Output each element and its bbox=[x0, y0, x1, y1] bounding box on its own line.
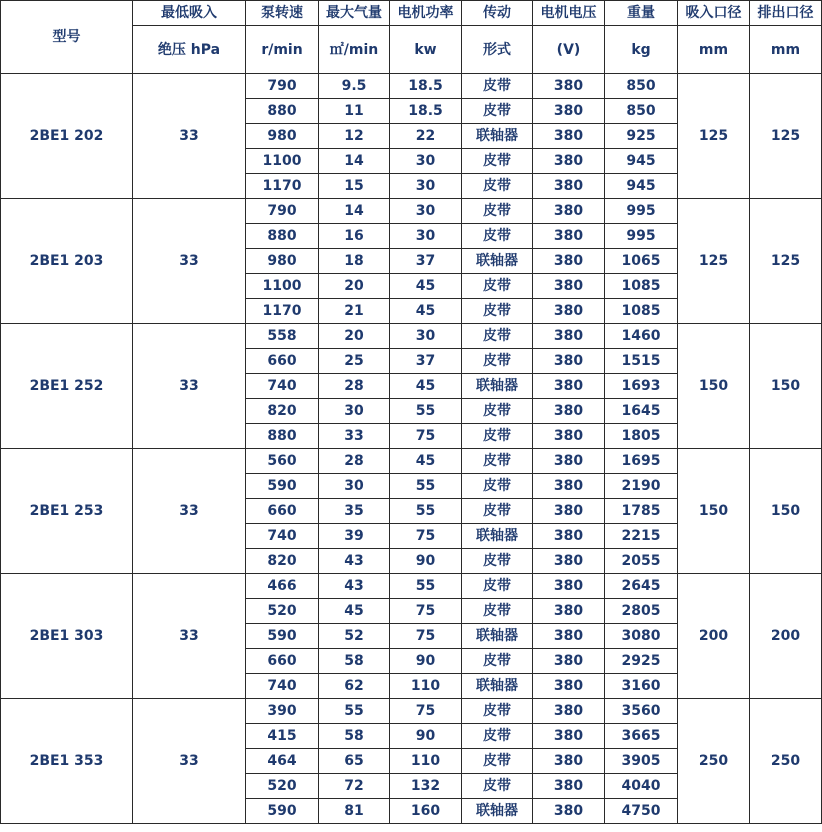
voltage-cell: 380 bbox=[533, 399, 605, 424]
table-row bbox=[1, 699, 822, 724]
table-row bbox=[1, 74, 822, 99]
voltage-cell: 380 bbox=[533, 549, 605, 574]
header-weight-top: 重量 bbox=[605, 1, 678, 26]
drive-cell: 皮带 bbox=[462, 99, 533, 124]
power-cell: 75 bbox=[390, 424, 462, 449]
weight-cell: 1085 bbox=[605, 299, 678, 324]
weight-cell: 4040 bbox=[605, 774, 678, 799]
speed-cell: 660 bbox=[246, 499, 319, 524]
drive-cell: 联轴器 bbox=[462, 799, 533, 824]
power-cell: 45 bbox=[390, 274, 462, 299]
inlet-cell: 125 bbox=[678, 74, 750, 199]
weight-cell: 1695 bbox=[605, 449, 678, 474]
voltage-cell: 380 bbox=[533, 749, 605, 774]
header-speed-unit: r/min bbox=[246, 26, 319, 74]
weight-cell: 2925 bbox=[605, 649, 678, 674]
drive-cell: 联轴器 bbox=[462, 249, 533, 274]
voltage-cell: 380 bbox=[533, 74, 605, 99]
weight-cell: 945 bbox=[605, 174, 678, 199]
airflow-cell: 14 bbox=[319, 199, 390, 224]
table-row bbox=[1, 449, 822, 474]
weight-cell: 4750 bbox=[605, 799, 678, 824]
weight-cell: 1785 bbox=[605, 499, 678, 524]
min-suction-cell: 33 bbox=[133, 74, 246, 199]
weight-cell: 2805 bbox=[605, 599, 678, 624]
weight-cell: 995 bbox=[605, 224, 678, 249]
power-cell: 55 bbox=[390, 474, 462, 499]
weight-cell: 850 bbox=[605, 74, 678, 99]
model-cell: 2BE1 253 bbox=[1, 449, 133, 574]
header-min-suction-unit: 绝压 hPa bbox=[133, 26, 246, 74]
speed-cell: 880 bbox=[246, 424, 319, 449]
airflow-cell: 11 bbox=[319, 99, 390, 124]
airflow-cell: 18 bbox=[319, 249, 390, 274]
airflow-cell: 43 bbox=[319, 574, 390, 599]
outlet-cell: 250 bbox=[750, 699, 822, 824]
drive-cell: 皮带 bbox=[462, 774, 533, 799]
header-row-top bbox=[1, 1, 822, 26]
airflow-cell: 62 bbox=[319, 674, 390, 699]
power-cell: 18.5 bbox=[390, 99, 462, 124]
voltage-cell: 380 bbox=[533, 599, 605, 624]
model-cell: 2BE1 252 bbox=[1, 324, 133, 449]
airflow-cell: 28 bbox=[319, 449, 390, 474]
speed-cell: 740 bbox=[246, 674, 319, 699]
voltage-cell: 380 bbox=[533, 774, 605, 799]
table-row bbox=[1, 199, 822, 224]
speed-cell: 558 bbox=[246, 324, 319, 349]
weight-cell: 2055 bbox=[605, 549, 678, 574]
drive-cell: 皮带 bbox=[462, 274, 533, 299]
voltage-cell: 380 bbox=[533, 474, 605, 499]
drive-cell: 皮带 bbox=[462, 749, 533, 774]
drive-cell: 皮带 bbox=[462, 324, 533, 349]
airflow-cell: 15 bbox=[319, 174, 390, 199]
speed-cell: 466 bbox=[246, 574, 319, 599]
airflow-cell: 72 bbox=[319, 774, 390, 799]
header-weight-unit: kg bbox=[605, 26, 678, 74]
voltage-cell: 380 bbox=[533, 624, 605, 649]
power-cell: 55 bbox=[390, 399, 462, 424]
airflow-cell: 39 bbox=[319, 524, 390, 549]
voltage-cell: 380 bbox=[533, 124, 605, 149]
power-cell: 75 bbox=[390, 524, 462, 549]
outlet-cell: 125 bbox=[750, 74, 822, 199]
drive-cell: 皮带 bbox=[462, 149, 533, 174]
airflow-cell: 30 bbox=[319, 474, 390, 499]
weight-cell: 995 bbox=[605, 199, 678, 224]
speed-cell: 660 bbox=[246, 349, 319, 374]
speed-cell: 790 bbox=[246, 74, 319, 99]
airflow-cell: 12 bbox=[319, 124, 390, 149]
drive-cell: 皮带 bbox=[462, 74, 533, 99]
speed-cell: 740 bbox=[246, 524, 319, 549]
drive-cell: 皮带 bbox=[462, 349, 533, 374]
weight-cell: 925 bbox=[605, 124, 678, 149]
header-airflow-unit: ㎡/min bbox=[319, 26, 390, 74]
airflow-cell: 43 bbox=[319, 549, 390, 574]
power-cell: 45 bbox=[390, 374, 462, 399]
speed-cell: 1100 bbox=[246, 149, 319, 174]
airflow-cell: 35 bbox=[319, 499, 390, 524]
speed-cell: 790 bbox=[246, 199, 319, 224]
weight-cell: 945 bbox=[605, 149, 678, 174]
speed-cell: 390 bbox=[246, 699, 319, 724]
table-row bbox=[1, 324, 822, 349]
header-speed-top: 泵转速 bbox=[246, 1, 319, 26]
speed-cell: 820 bbox=[246, 399, 319, 424]
drive-cell: 皮带 bbox=[462, 574, 533, 599]
model-cell: 2BE1 303 bbox=[1, 574, 133, 699]
power-cell: 110 bbox=[390, 674, 462, 699]
voltage-cell: 380 bbox=[533, 499, 605, 524]
drive-cell: 皮带 bbox=[462, 424, 533, 449]
weight-cell: 2190 bbox=[605, 474, 678, 499]
airflow-cell: 25 bbox=[319, 349, 390, 374]
header-model: 型号 bbox=[1, 1, 133, 74]
voltage-cell: 380 bbox=[533, 724, 605, 749]
voltage-cell: 380 bbox=[533, 524, 605, 549]
voltage-cell: 380 bbox=[533, 149, 605, 174]
drive-cell: 皮带 bbox=[462, 649, 533, 674]
header-drive-unit: 形式 bbox=[462, 26, 533, 74]
drive-cell: 皮带 bbox=[462, 474, 533, 499]
airflow-cell: 65 bbox=[319, 749, 390, 774]
airflow-cell: 21 bbox=[319, 299, 390, 324]
voltage-cell: 380 bbox=[533, 699, 605, 724]
speed-cell: 880 bbox=[246, 99, 319, 124]
power-cell: 90 bbox=[390, 649, 462, 674]
outlet-cell: 125 bbox=[750, 199, 822, 324]
power-cell: 37 bbox=[390, 249, 462, 274]
weight-cell: 1460 bbox=[605, 324, 678, 349]
header-drive-top: 传动 bbox=[462, 1, 533, 26]
speed-cell: 590 bbox=[246, 624, 319, 649]
airflow-cell: 28 bbox=[319, 374, 390, 399]
inlet-cell: 250 bbox=[678, 699, 750, 824]
model-cell: 2BE1 203 bbox=[1, 199, 133, 324]
airflow-cell: 14 bbox=[319, 149, 390, 174]
inlet-cell: 150 bbox=[678, 449, 750, 574]
airflow-cell: 52 bbox=[319, 624, 390, 649]
weight-cell: 3665 bbox=[605, 724, 678, 749]
power-cell: 30 bbox=[390, 199, 462, 224]
table-row bbox=[1, 574, 822, 599]
drive-cell: 皮带 bbox=[462, 724, 533, 749]
weight-cell: 1065 bbox=[605, 249, 678, 274]
speed-cell: 520 bbox=[246, 774, 319, 799]
power-cell: 45 bbox=[390, 299, 462, 324]
speed-cell: 980 bbox=[246, 124, 319, 149]
drive-cell: 皮带 bbox=[462, 199, 533, 224]
power-cell: 30 bbox=[390, 149, 462, 174]
inlet-cell: 125 bbox=[678, 199, 750, 324]
power-cell: 75 bbox=[390, 699, 462, 724]
drive-cell: 联轴器 bbox=[462, 524, 533, 549]
airflow-cell: 81 bbox=[319, 799, 390, 824]
drive-cell: 皮带 bbox=[462, 174, 533, 199]
airflow-cell: 20 bbox=[319, 324, 390, 349]
speed-cell: 520 bbox=[246, 599, 319, 624]
weight-cell: 3080 bbox=[605, 624, 678, 649]
min-suction-cell: 33 bbox=[133, 699, 246, 824]
weight-cell: 2645 bbox=[605, 574, 678, 599]
voltage-cell: 380 bbox=[533, 224, 605, 249]
voltage-cell: 380 bbox=[533, 299, 605, 324]
power-cell: 37 bbox=[390, 349, 462, 374]
speed-cell: 1100 bbox=[246, 274, 319, 299]
voltage-cell: 380 bbox=[533, 99, 605, 124]
outlet-cell: 150 bbox=[750, 449, 822, 574]
voltage-cell: 380 bbox=[533, 249, 605, 274]
speed-cell: 1170 bbox=[246, 299, 319, 324]
drive-cell: 皮带 bbox=[462, 399, 533, 424]
drive-cell: 联轴器 bbox=[462, 624, 533, 649]
speed-cell: 740 bbox=[246, 374, 319, 399]
airflow-cell: 16 bbox=[319, 224, 390, 249]
speed-cell: 590 bbox=[246, 799, 319, 824]
header-outlet-top: 排出口径 bbox=[750, 1, 822, 26]
drive-cell: 皮带 bbox=[462, 299, 533, 324]
model-cell: 2BE1 202 bbox=[1, 74, 133, 199]
power-cell: 30 bbox=[390, 324, 462, 349]
weight-cell: 1805 bbox=[605, 424, 678, 449]
min-suction-cell: 33 bbox=[133, 324, 246, 449]
airflow-cell: 55 bbox=[319, 699, 390, 724]
voltage-cell: 380 bbox=[533, 174, 605, 199]
header-inlet-unit: mm bbox=[678, 26, 750, 74]
power-cell: 110 bbox=[390, 749, 462, 774]
airflow-cell: 33 bbox=[319, 424, 390, 449]
drive-cell: 联轴器 bbox=[462, 674, 533, 699]
speed-cell: 980 bbox=[246, 249, 319, 274]
drive-cell: 皮带 bbox=[462, 599, 533, 624]
drive-cell: 联轴器 bbox=[462, 374, 533, 399]
drive-cell: 皮带 bbox=[462, 699, 533, 724]
header-airflow-top: 最大气量 bbox=[319, 1, 390, 26]
airflow-cell: 58 bbox=[319, 724, 390, 749]
voltage-cell: 380 bbox=[533, 374, 605, 399]
speed-cell: 1170 bbox=[246, 174, 319, 199]
speed-cell: 820 bbox=[246, 549, 319, 574]
power-cell: 75 bbox=[390, 624, 462, 649]
header-outlet-unit: mm bbox=[750, 26, 822, 74]
power-cell: 30 bbox=[390, 174, 462, 199]
power-cell: 22 bbox=[390, 124, 462, 149]
power-cell: 30 bbox=[390, 224, 462, 249]
speed-cell: 590 bbox=[246, 474, 319, 499]
inlet-cell: 200 bbox=[678, 574, 750, 699]
header-power-top: 电机功率 bbox=[390, 1, 462, 26]
drive-cell: 皮带 bbox=[462, 499, 533, 524]
power-cell: 18.5 bbox=[390, 74, 462, 99]
weight-cell: 1515 bbox=[605, 349, 678, 374]
speed-cell: 560 bbox=[246, 449, 319, 474]
voltage-cell: 380 bbox=[533, 674, 605, 699]
speed-cell: 880 bbox=[246, 224, 319, 249]
weight-cell: 1693 bbox=[605, 374, 678, 399]
airflow-cell: 20 bbox=[319, 274, 390, 299]
outlet-cell: 200 bbox=[750, 574, 822, 699]
drive-cell: 皮带 bbox=[462, 449, 533, 474]
power-cell: 45 bbox=[390, 449, 462, 474]
voltage-cell: 380 bbox=[533, 349, 605, 374]
voltage-cell: 380 bbox=[533, 649, 605, 674]
weight-cell: 1085 bbox=[605, 274, 678, 299]
speed-cell: 660 bbox=[246, 649, 319, 674]
outlet-cell: 150 bbox=[750, 324, 822, 449]
model-cell: 2BE1 353 bbox=[1, 699, 133, 824]
min-suction-cell: 33 bbox=[133, 199, 246, 324]
inlet-cell: 150 bbox=[678, 324, 750, 449]
airflow-cell: 45 bbox=[319, 599, 390, 624]
weight-cell: 2215 bbox=[605, 524, 678, 549]
drive-cell: 皮带 bbox=[462, 549, 533, 574]
header-voltage-unit: (V) bbox=[533, 26, 605, 74]
voltage-cell: 380 bbox=[533, 274, 605, 299]
airflow-cell: 58 bbox=[319, 649, 390, 674]
weight-cell: 3560 bbox=[605, 699, 678, 724]
weight-cell: 3905 bbox=[605, 749, 678, 774]
weight-cell: 3160 bbox=[605, 674, 678, 699]
table-body bbox=[1, 1, 822, 824]
power-cell: 132 bbox=[390, 774, 462, 799]
min-suction-cell: 33 bbox=[133, 574, 246, 699]
voltage-cell: 380 bbox=[533, 574, 605, 599]
voltage-cell: 380 bbox=[533, 799, 605, 824]
voltage-cell: 380 bbox=[533, 324, 605, 349]
header-min-suction-top: 最低吸入 bbox=[133, 1, 246, 26]
min-suction-cell: 33 bbox=[133, 449, 246, 574]
voltage-cell: 380 bbox=[533, 449, 605, 474]
weight-cell: 850 bbox=[605, 99, 678, 124]
power-cell: 90 bbox=[390, 549, 462, 574]
weight-cell: 1645 bbox=[605, 399, 678, 424]
header-power-unit: kw bbox=[390, 26, 462, 74]
speed-cell: 464 bbox=[246, 749, 319, 774]
header-inlet-top: 吸入口径 bbox=[678, 1, 750, 26]
header-voltage-top: 电机电压 bbox=[533, 1, 605, 26]
voltage-cell: 380 bbox=[533, 199, 605, 224]
power-cell: 55 bbox=[390, 499, 462, 524]
drive-cell: 皮带 bbox=[462, 224, 533, 249]
power-cell: 90 bbox=[390, 724, 462, 749]
airflow-cell: 30 bbox=[319, 399, 390, 424]
power-cell: 75 bbox=[390, 599, 462, 624]
power-cell: 160 bbox=[390, 799, 462, 824]
power-cell: 55 bbox=[390, 574, 462, 599]
voltage-cell: 380 bbox=[533, 424, 605, 449]
drive-cell: 联轴器 bbox=[462, 124, 533, 149]
speed-cell: 415 bbox=[246, 724, 319, 749]
airflow-cell: 9.5 bbox=[319, 74, 390, 99]
